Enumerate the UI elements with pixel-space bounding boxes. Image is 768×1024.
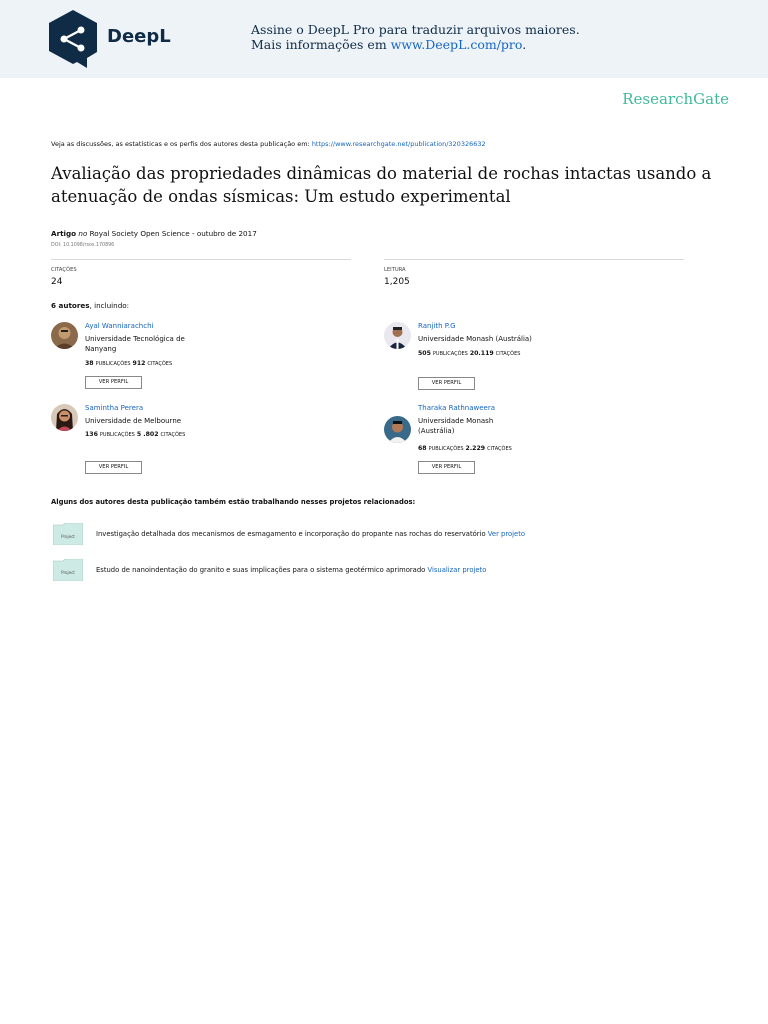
project-item xyxy=(53,523,753,547)
project-description: Investigação detalhada dos mecanismos de esmagamento e incorporação do propante nas rochas do reservatório xyxy=(96,530,486,538)
cites-count: 912 xyxy=(132,360,146,367)
pubs-label: PUBLICAÇÕES xyxy=(95,361,131,367)
article-in: no xyxy=(78,229,88,238)
deepl-promo xyxy=(251,22,580,52)
author-affiliation: Universidade de Melbourne xyxy=(85,417,182,425)
cites-label: CITAÇÕES xyxy=(487,446,512,452)
avatar-photo-icon xyxy=(384,416,411,443)
folder-label: Project xyxy=(61,570,75,575)
avatar[interactable] xyxy=(384,322,411,349)
deepl-logo-icon[interactable] xyxy=(47,10,99,68)
article-journal: Royal Society Open Science - outubro de 2017 xyxy=(89,229,257,238)
authors-count: 6 autores xyxy=(51,301,90,310)
projects-header: Alguns dos autores desta publicação também estão trabalhando nesses projetos relacionados: xyxy=(51,498,416,506)
pubs-count: 505 xyxy=(418,350,431,357)
author-affiliation: Universidade Tecnológica de Nanyang xyxy=(85,335,185,353)
author-stats xyxy=(418,445,512,452)
pubs-label: PUBLICAÇÕES xyxy=(99,432,135,438)
view-profile-button[interactable]: VER PERFIL xyxy=(85,376,142,389)
citations-label: CITAÇÕES xyxy=(51,267,77,273)
promo-suffix: . xyxy=(522,37,527,52)
project-text xyxy=(96,566,486,574)
author-affiliation: Universidade Monash (Austrália) xyxy=(418,335,532,343)
avatar-photo-icon xyxy=(51,322,78,349)
deepl-pro-link[interactable]: www.DeepL.com/pro xyxy=(390,37,523,52)
avatar[interactable] xyxy=(51,404,78,431)
author-name[interactable]: Tharaka Rathnaweera xyxy=(418,404,496,412)
deepl-banner xyxy=(0,0,768,78)
reads-label: LEITURA xyxy=(384,267,406,273)
author-name[interactable]: Ranjith P.G xyxy=(418,322,456,330)
discussion-prefix: Veja as discussões, as estatísticas e os perfis dos autores desta publicação em: xyxy=(51,140,312,148)
cites-count: 5 .802 xyxy=(136,431,159,438)
publication-url-link[interactable]: https://www.researchgate.net/publication/320326632 xyxy=(311,140,486,148)
view-project-link[interactable]: Ver projeto xyxy=(487,530,526,538)
pubs-label: PUBLICAÇÕES xyxy=(432,351,468,357)
cites-label: CITAÇÕES xyxy=(147,361,173,367)
cites-count: 20.119 xyxy=(469,350,494,357)
view-profile-button[interactable]: VER PERFIL xyxy=(418,377,475,390)
project-item xyxy=(53,559,753,583)
author-name[interactable]: Ayal Wanniarachchi xyxy=(85,322,154,330)
author-stats xyxy=(85,431,185,438)
author-affiliation: Universidade Monash (Austrália) xyxy=(418,417,494,435)
project-text xyxy=(96,530,525,538)
pubs-label: PUBLICAÇÕES xyxy=(428,446,464,452)
avatar-photo-icon xyxy=(51,404,78,431)
project-description: Estudo de nanoindentação do granito e suas implicações para o sistema geotérmico aprimorado xyxy=(96,566,426,574)
reads-value: 1,205 xyxy=(384,277,410,287)
view-project-link[interactable]: Visualizar projeto xyxy=(427,566,487,574)
author-name[interactable]: Samintha Perera xyxy=(85,404,144,412)
view-profile-button[interactable]: VER PERFIL xyxy=(418,461,475,474)
authors-header xyxy=(51,301,129,310)
discussion-line xyxy=(51,140,486,148)
pubs-count: 68 xyxy=(418,445,427,452)
promo-line-1: Assine o DeepL Pro para traduzir arquivos maiores. xyxy=(251,22,580,37)
avatar[interactable] xyxy=(51,322,78,349)
avatar[interactable] xyxy=(384,416,411,443)
deepl-logo-text[interactable]: DeepL xyxy=(107,26,171,47)
folder-icon xyxy=(53,559,83,581)
researchgate-brand[interactable]: ResearchGate xyxy=(622,90,729,108)
promo-line-2 xyxy=(251,37,580,52)
cites-label: CITAÇÕES xyxy=(160,432,186,438)
author-stats xyxy=(418,350,520,357)
divider-right xyxy=(384,259,684,260)
pubs-count: 38 xyxy=(85,360,94,367)
avatar-photo-icon xyxy=(384,322,411,349)
article-doi: DOI: 10.1098/rsos.170896 xyxy=(51,243,115,248)
folder-icon xyxy=(53,523,83,545)
cites-label: CITAÇÕES xyxy=(495,351,521,357)
pubs-count: 136 xyxy=(85,431,98,438)
authors-suffix: , incluindo: xyxy=(89,301,130,310)
view-profile-button[interactable]: VER PERFIL xyxy=(85,461,142,474)
article-type: Artigo xyxy=(51,229,77,238)
folder-label: Project xyxy=(61,534,75,539)
paper-title: Avaliação das propriedades dinâmicas do material de rochas intactas usando a atenuação de ondas sísmicas: Um estudo experimental xyxy=(51,164,712,206)
article-line xyxy=(51,229,257,238)
cites-count: 2.229 xyxy=(465,445,486,452)
author-stats xyxy=(85,360,172,367)
divider-left xyxy=(51,259,351,260)
promo-prefix: Mais informações em xyxy=(251,37,391,52)
citations-value: 24 xyxy=(51,277,63,287)
